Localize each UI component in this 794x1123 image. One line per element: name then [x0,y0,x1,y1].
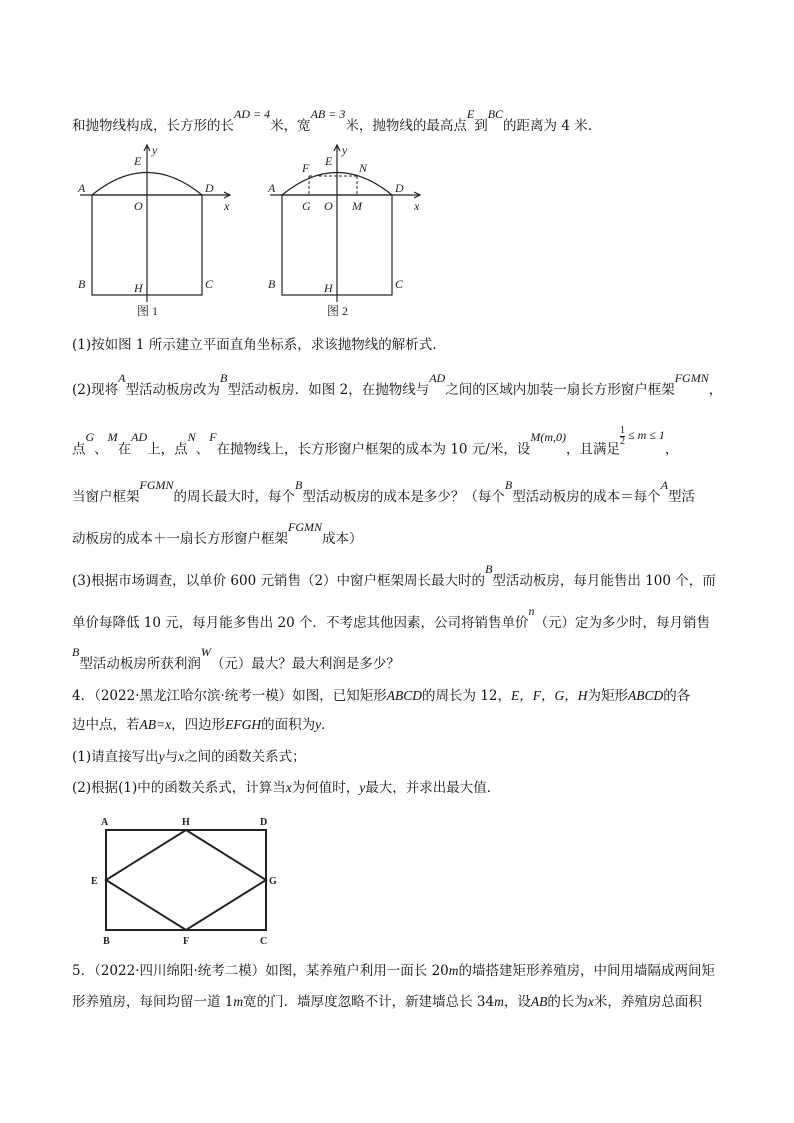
problem-4-question-1: (1)请直接写出y与x之间的函数关系式； [72,749,306,765]
figure-1 [72,140,237,320]
svg-text:D: D [260,817,268,828]
svg-text:O: O [134,199,143,213]
svg-text:B: B [268,277,276,291]
svg-text:E: E [91,876,98,887]
svg-text:D: D [395,181,404,195]
svg-text:H: H [182,817,190,828]
question-2-line-1: (2)现将A型活动板房改为B型活动板房．如图 2，在抛物线与AD之间的区域内加装一扇长方形窗户框架FGMN， [72,371,723,398]
svg-text:F: F [183,936,190,947]
ad-equation: AD = 4 [234,107,271,121]
problem-4-line-2: 边中点，若AB=x，四边形EFGH的面积为y． [72,717,335,733]
svg-text:H: H [134,281,143,295]
svg-text:D: D [205,181,214,195]
svg-text:H: H [324,281,333,295]
intro-line: 和抛物线构成，长方形的长AD = 4米，宽AB = 3米，抛物线的最高点E到BC的距离为 4 米． [72,107,602,134]
figure-2-caption: 图 2 [327,304,349,318]
svg-text:C: C [205,277,214,291]
question-3-line-2: 单价每降低 10 元，每月能多售出 20 个．不考虑其他因素，公司将销售单价n（元）定为多少时，每月销售 [72,604,711,631]
figure-1-caption: 图 1 [137,304,159,318]
problem-5-line-2: 形养殖房，每间均留一道 1m宽的门．墙厚度忽略不计，新建墙总长 34m，设AB的长为x米，养殖房总面积 [72,994,702,1010]
question-2-line-2: 点G、M在AD上，点N、F在抛物线上，长方形窗户框架的成本为 10 元/米，设M(m,0)，且满足 $\frac{1}{2}$ ≤ m ≤ 1， [72,425,679,458]
question-2-line-3: 当窗户框架FGMN的周长最大时，每个B型活动板房的成本是多少？（每个B型活动板房的成本＝每个A型活 [72,478,696,505]
svg-text:x: x [414,199,420,213]
svg-text:C: C [260,936,268,947]
question-1: (1)按如图 1 所示建立平面直角坐标系，求该抛物线的解析式． [72,337,446,353]
svg-text:y: y [342,143,348,157]
rhombus-efgh [106,830,266,930]
svg-text:B: B [78,277,86,291]
problem-5-line-1: 5．（2022·四川绵阳·统考二模）如图，某养殖户利用一面长 20m的墙搭建矩形养殖房，中间用墙隔成两间矩 [72,963,715,979]
svg-text:M: M [352,199,362,213]
question-3-line-1: (3)根据市场调查，以单价 600 元销售（2）中窗户框架周长最大时的B型活动板房，每月能售出 100 个，而 [72,562,716,589]
problem-4-question-2: (2)根据(1)中的函数关系式，计算当x为何值时，y最大，并求出最大值． [72,780,501,796]
svg-text:N: N [359,161,368,175]
figure-2 [262,140,427,320]
question-3-line-3: B型活动板房所获利润W（元）最大？最大利润是多少？ [72,645,400,672]
ab-equation: AB = 3 [310,107,346,121]
svg-text:C: C [395,277,404,291]
problem-4-line-1: 4．（2022·黑龙江哈尔滨·统考一模）如图，已知矩形ABCD的周长为 12，E，F，G，H为矩形ABCD的各 [72,688,691,704]
svg-text:E: E [134,154,142,168]
svg-text:F: F [302,161,310,175]
window-frame-fgmn [309,176,357,195]
question-2-line-4: 动板房的成本＋一扇长方形窗户框架FGMN成本） [72,520,363,547]
svg-text:x: x [224,199,230,213]
rectangle-abcd [106,830,266,930]
svg-text:G: G [302,199,311,213]
svg-text:A: A [101,817,109,828]
svg-text:A: A [78,181,86,195]
svg-text:A: A [268,181,276,195]
m-range-condition: $\frac{1}{2}$ ≤ m ≤ 1 [620,425,665,447]
svg-text:O: O [324,199,333,213]
figure-problem-4 [88,814,288,950]
svg-text:y: y [152,143,158,157]
svg-text:G: G [269,876,277,887]
svg-text:E: E [325,154,333,168]
svg-text:B: B [103,936,110,947]
